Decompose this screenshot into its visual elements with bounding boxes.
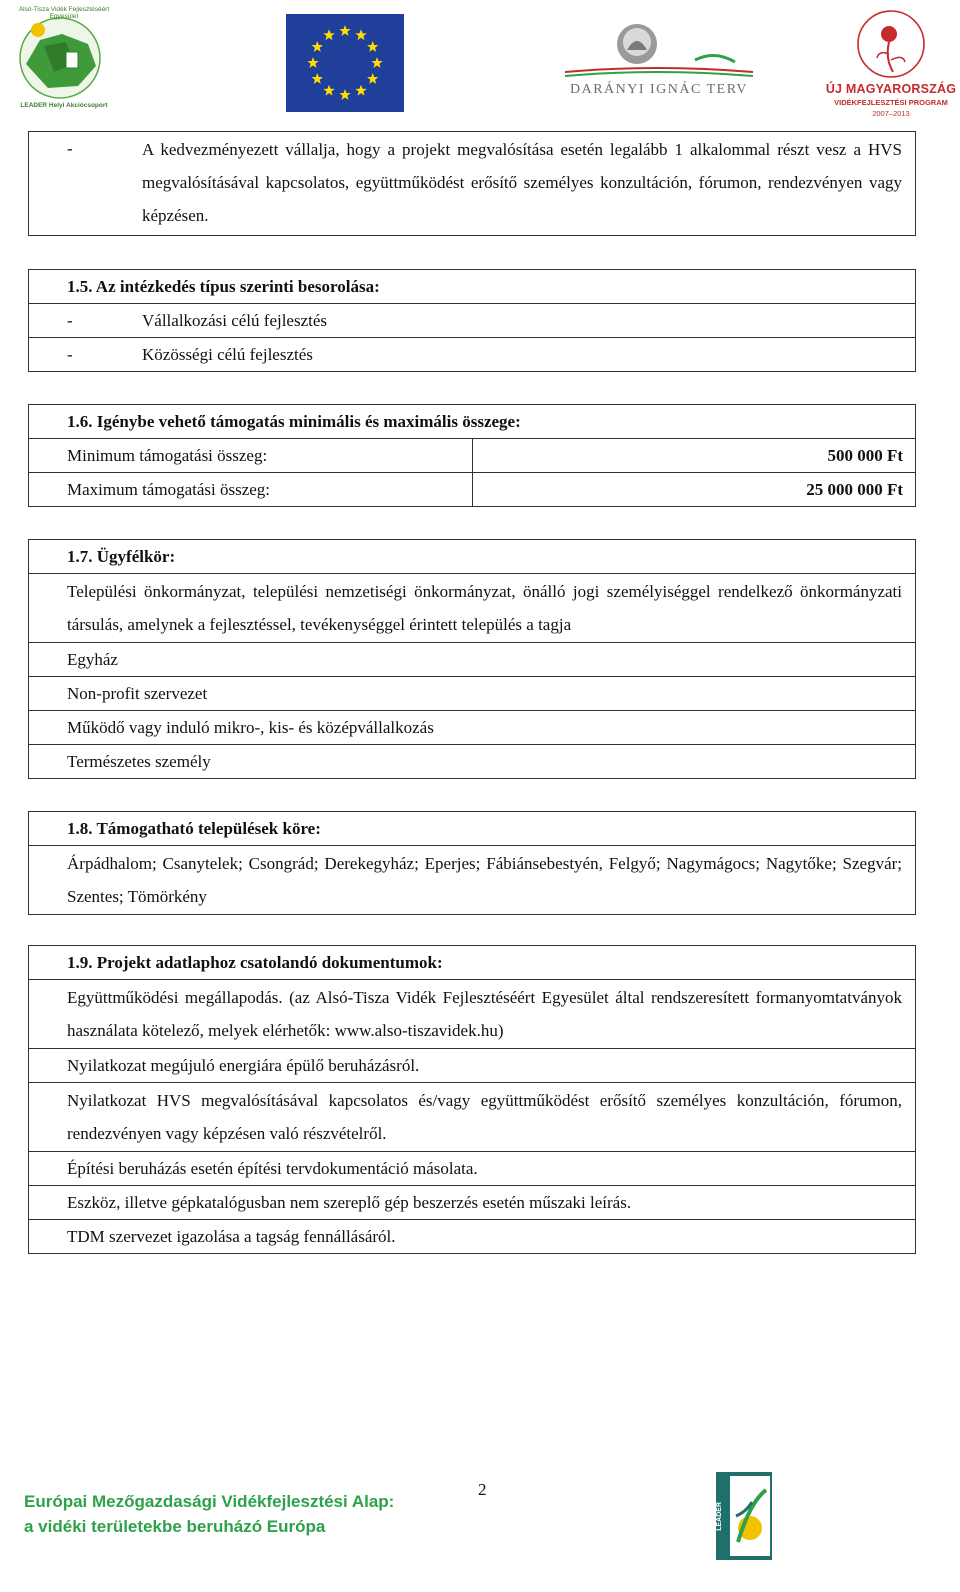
section-1-7 xyxy=(28,539,916,779)
hvs-logo xyxy=(4,6,122,114)
eafrd-line-1: Európai Mezőgazdasági Vidékfejlesztési Alap: xyxy=(24,1492,395,1511)
table-row xyxy=(29,472,915,506)
section-1-5 xyxy=(28,269,916,372)
hvs-logo-ring-text: Alsó-Tisza Vidék Fejlesztéséért Egyesület xyxy=(18,6,110,20)
eafrd-footer-text xyxy=(24,1489,394,1539)
list-item: Építési beruházás esetén építési tervdokumentáció másolata. xyxy=(29,1151,915,1185)
leader-text: LEADER xyxy=(716,1502,723,1531)
list-item: Természetes személy xyxy=(29,744,915,778)
max-label: Maximum támogatási összeg: xyxy=(29,473,473,506)
max-value: 25 000 000 Ft xyxy=(806,480,903,499)
list-item: Nyilatkozat HVS megvalósításával kapcsolatos és/vagy együttműködést erősítő személyes konzultáción, fórumon, rendezvényen vagy képzésen való részvételről. xyxy=(29,1082,915,1151)
list-item: Nyilatkozat megújuló energiára épülő beruházásról. xyxy=(29,1048,915,1082)
daranyi-ignac-terv-text: DARÁNYI IGNÁC TERV xyxy=(569,82,749,97)
hvs-logo-bottom-text: LEADER Helyi Akciócsoport xyxy=(20,102,108,109)
min-value: 500 000 Ft xyxy=(827,446,903,465)
umvp-years: 2007–2013 xyxy=(872,109,910,118)
list-item: - Vállalkozási célú fejlesztés xyxy=(29,303,915,337)
eu-flag-logo xyxy=(286,14,404,112)
section-1-8 xyxy=(28,811,916,915)
list-item: Működő vagy induló mikro-, kis- és középvállalkozás xyxy=(29,710,915,744)
table-row xyxy=(29,438,915,472)
section-1-5-heading: 1.5. Az intézkedés típus szerinti besorolása: xyxy=(67,277,380,296)
commitment-box xyxy=(28,131,916,236)
section-1-9-heading: 1.9. Projekt adatlaphoz csatolandó dokumentumok: xyxy=(67,953,443,972)
daranyi-ignac-terv-logo xyxy=(565,20,753,100)
list-item: TDM szervezet igazolása a tagság fennállásáról. xyxy=(29,1219,915,1253)
umvp-title: ÚJ MAGYARORSZÁG xyxy=(825,82,957,96)
commitment-row xyxy=(29,132,915,232)
uj-magyarorszag-logo xyxy=(823,8,959,120)
list-item: Eszköz, illetve gépkatalógusban nem szereplő gép beszerzés esetén műszaki leírás. xyxy=(29,1185,915,1219)
list-item: Egyház xyxy=(29,642,915,676)
eafrd-line-2: a vidéki területekbe beruházó Európa xyxy=(24,1517,326,1536)
min-label: Minimum támogatási összeg: xyxy=(29,439,473,472)
list-item: Non-profit szervezet xyxy=(29,676,915,710)
commitment-text: A kedvezményezett vállalja, hogy a projekt megvalósítása esetén legalább 1 alkalommal részt vesz a HVS megvalósításával kapcsolatos, együttműködést erősítő személyes konzultáción, fórumon, rendezvényen vagy képzésen. xyxy=(142,140,902,225)
section-1-6 xyxy=(28,404,916,507)
list-item: Együttműködési megállapodás. (az Alsó-Tisza Vidék Fejlesztéséért Egyesület által rendszeresített formanyomtatványok használata kötelező, melyek elérhetők: www.also-tiszavidek.hu) xyxy=(29,979,915,1048)
section-1-7-heading: 1.7. Ügyfélkör: xyxy=(67,547,176,566)
list-item: Települési önkormányzat, települési nemzetiségi önkormányzat, önálló jogi személyiséggel rendelkező önkormányzati társulás, amelynek a fejlesztéssel, tevékenységgel érintett település a tagja xyxy=(29,573,915,642)
page-number: 2 xyxy=(478,1480,487,1499)
section-1-8-heading: 1.8. Támogatható települések köre: xyxy=(67,819,321,838)
list-dash: - xyxy=(67,139,73,158)
leader-logo xyxy=(716,1472,772,1560)
section-1-9 xyxy=(28,945,916,1254)
list-item: - Közösségi célú fejlesztés xyxy=(29,337,915,371)
umvp-subtitle: VIDÉKFEJLESZTÉSI PROGRAM xyxy=(834,98,948,107)
settlements-text: Árpádhalom; Csanytelek; Csongrád; Derekegyház; Eperjes; Fábiánsebestyén, Felgyő; Nagymágocs; Nagytőke; Szegvár; Szentes; Tömörkény xyxy=(29,845,915,914)
section-1-6-heading: 1.6. Igénybe vehető támogatás minimális és maximális összege: xyxy=(67,412,521,431)
